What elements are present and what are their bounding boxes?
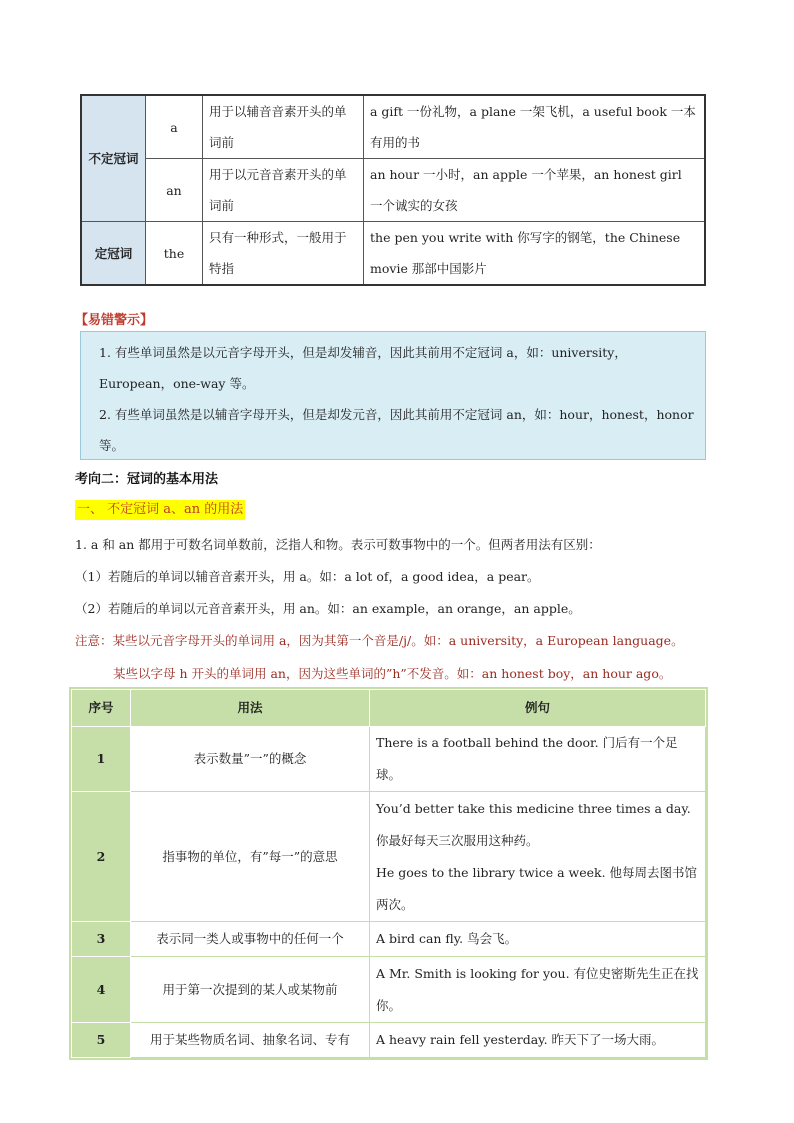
- usage-cell: 表示数量”一”的概念: [131, 727, 370, 792]
- paragraph: 1. a 和 an 都用于可数名词单数前，泛指人和物。表示可数事物中的一个。但两者用法有区别：: [75, 537, 601, 552]
- warning-item: 1. 有些单词虽然是以元音字母开头，但是却发辅音，因此其前用不定冠词 a，如：university，European，one-way 等。: [99, 345, 627, 391]
- indefinite-article-usage-table: [71, 689, 706, 1058]
- table-row: [81, 95, 705, 159]
- section-subtitle: 一、 不定冠词 a、an 的用法: [75, 500, 245, 520]
- article-cell: a: [146, 95, 203, 159]
- category-cell: 不定冠词: [81, 95, 146, 222]
- article-cell: an: [146, 159, 203, 222]
- example-sentence: He goes to the library twice a week. 他每周去图书馆两次。: [376, 864, 698, 912]
- header-number: 序号: [72, 690, 131, 727]
- table-row: [72, 1023, 706, 1058]
- paragraph: （1）若随后的单词以辅音音素开头，用 a。如：a lot of，a good idea，a pear。: [75, 569, 540, 584]
- usage-cell: 用于某些物质名词、抽象名词、专有: [131, 1023, 370, 1058]
- paragraph: （2）若随后的单词以元音音素开头，用 an。如：an example，an orange，an apple。: [75, 601, 581, 616]
- example-cell: an hour 一小时，an apple 一个苹果，an honest girl 一个诚实的女孩: [364, 159, 706, 222]
- row-number: 1: [72, 727, 131, 792]
- example-cell: [370, 792, 706, 922]
- usage-cell: 用于以辅音音素开头的单词前: [203, 95, 364, 159]
- example-cell: [370, 957, 706, 1023]
- table-header-row: [72, 690, 706, 727]
- warning-item: 2. 有些单词虽然是以辅音字母开头，但是却发元音，因此其前用不定冠词 an，如：hour，honest，honor 等。: [99, 407, 694, 453]
- article-cell: the: [146, 222, 203, 286]
- note-paragraph: 某些以字母 h 开头的单词用 an，因为这些单词的”h”不发音。如：an honest boy，an hour ago。: [113, 666, 672, 681]
- header-example: 例句: [370, 690, 706, 727]
- warning-title: 【易错警示】: [75, 313, 154, 328]
- example-sentence: There is a football behind the door. 门后有一个足球。: [376, 735, 678, 782]
- example-sentence: A heavy rain fell yesterday. 昨天下了一场大雨。: [376, 1032, 665, 1047]
- table-row: [72, 957, 706, 1023]
- table-row: [81, 222, 705, 286]
- example-cell: [370, 727, 706, 792]
- warning-box: [80, 331, 706, 460]
- table-row: [81, 159, 705, 222]
- row-number: 4: [72, 957, 131, 1023]
- example-sentence: A bird can fly. 鸟会飞。: [376, 931, 518, 946]
- example-cell: [370, 1023, 706, 1058]
- usage-cell: 用于第一次提到的某人或某物前: [131, 957, 370, 1023]
- example-sentence: You’d better take this medicine three times a day. 你最好每天三次服用这种药。: [376, 800, 691, 848]
- section-title: 考向二：冠词的基本用法: [75, 472, 219, 487]
- article-overview-table: [80, 94, 706, 286]
- row-number: 2: [72, 792, 131, 922]
- usage-cell: 表示同一类人或事物中的任何一个: [131, 922, 370, 957]
- note-paragraph: 注意：某些以元音字母开头的单词用 a，因为其第一个音是/j/。如：a university，a European language。: [75, 633, 684, 648]
- category-cell: 定冠词: [81, 222, 146, 286]
- usage-cell: 用于以元音音素开头的单词前: [203, 159, 364, 222]
- header-usage: 用法: [131, 690, 370, 727]
- example-cell: [370, 922, 706, 957]
- example-sentence: A Mr. Smith is looking for you. 有位史密斯先生正在找你。: [376, 965, 699, 1013]
- row-number: 3: [72, 922, 131, 957]
- example-cell: the pen you write with 你写字的钢笔，the Chinese movie 那部中国影片: [364, 222, 706, 286]
- usage-cell: 只有一种形式，一般用于特指: [203, 222, 364, 286]
- table-row: [72, 792, 706, 922]
- example-cell: a gift 一份礼物，a plane 一架飞机，a useful book 一本有用的书: [364, 95, 706, 159]
- usage-cell: 指事物的单位，有”每一”的意思: [131, 792, 370, 922]
- table-row: [72, 727, 706, 792]
- row-number: 5: [72, 1023, 131, 1058]
- table-row: [72, 922, 706, 957]
